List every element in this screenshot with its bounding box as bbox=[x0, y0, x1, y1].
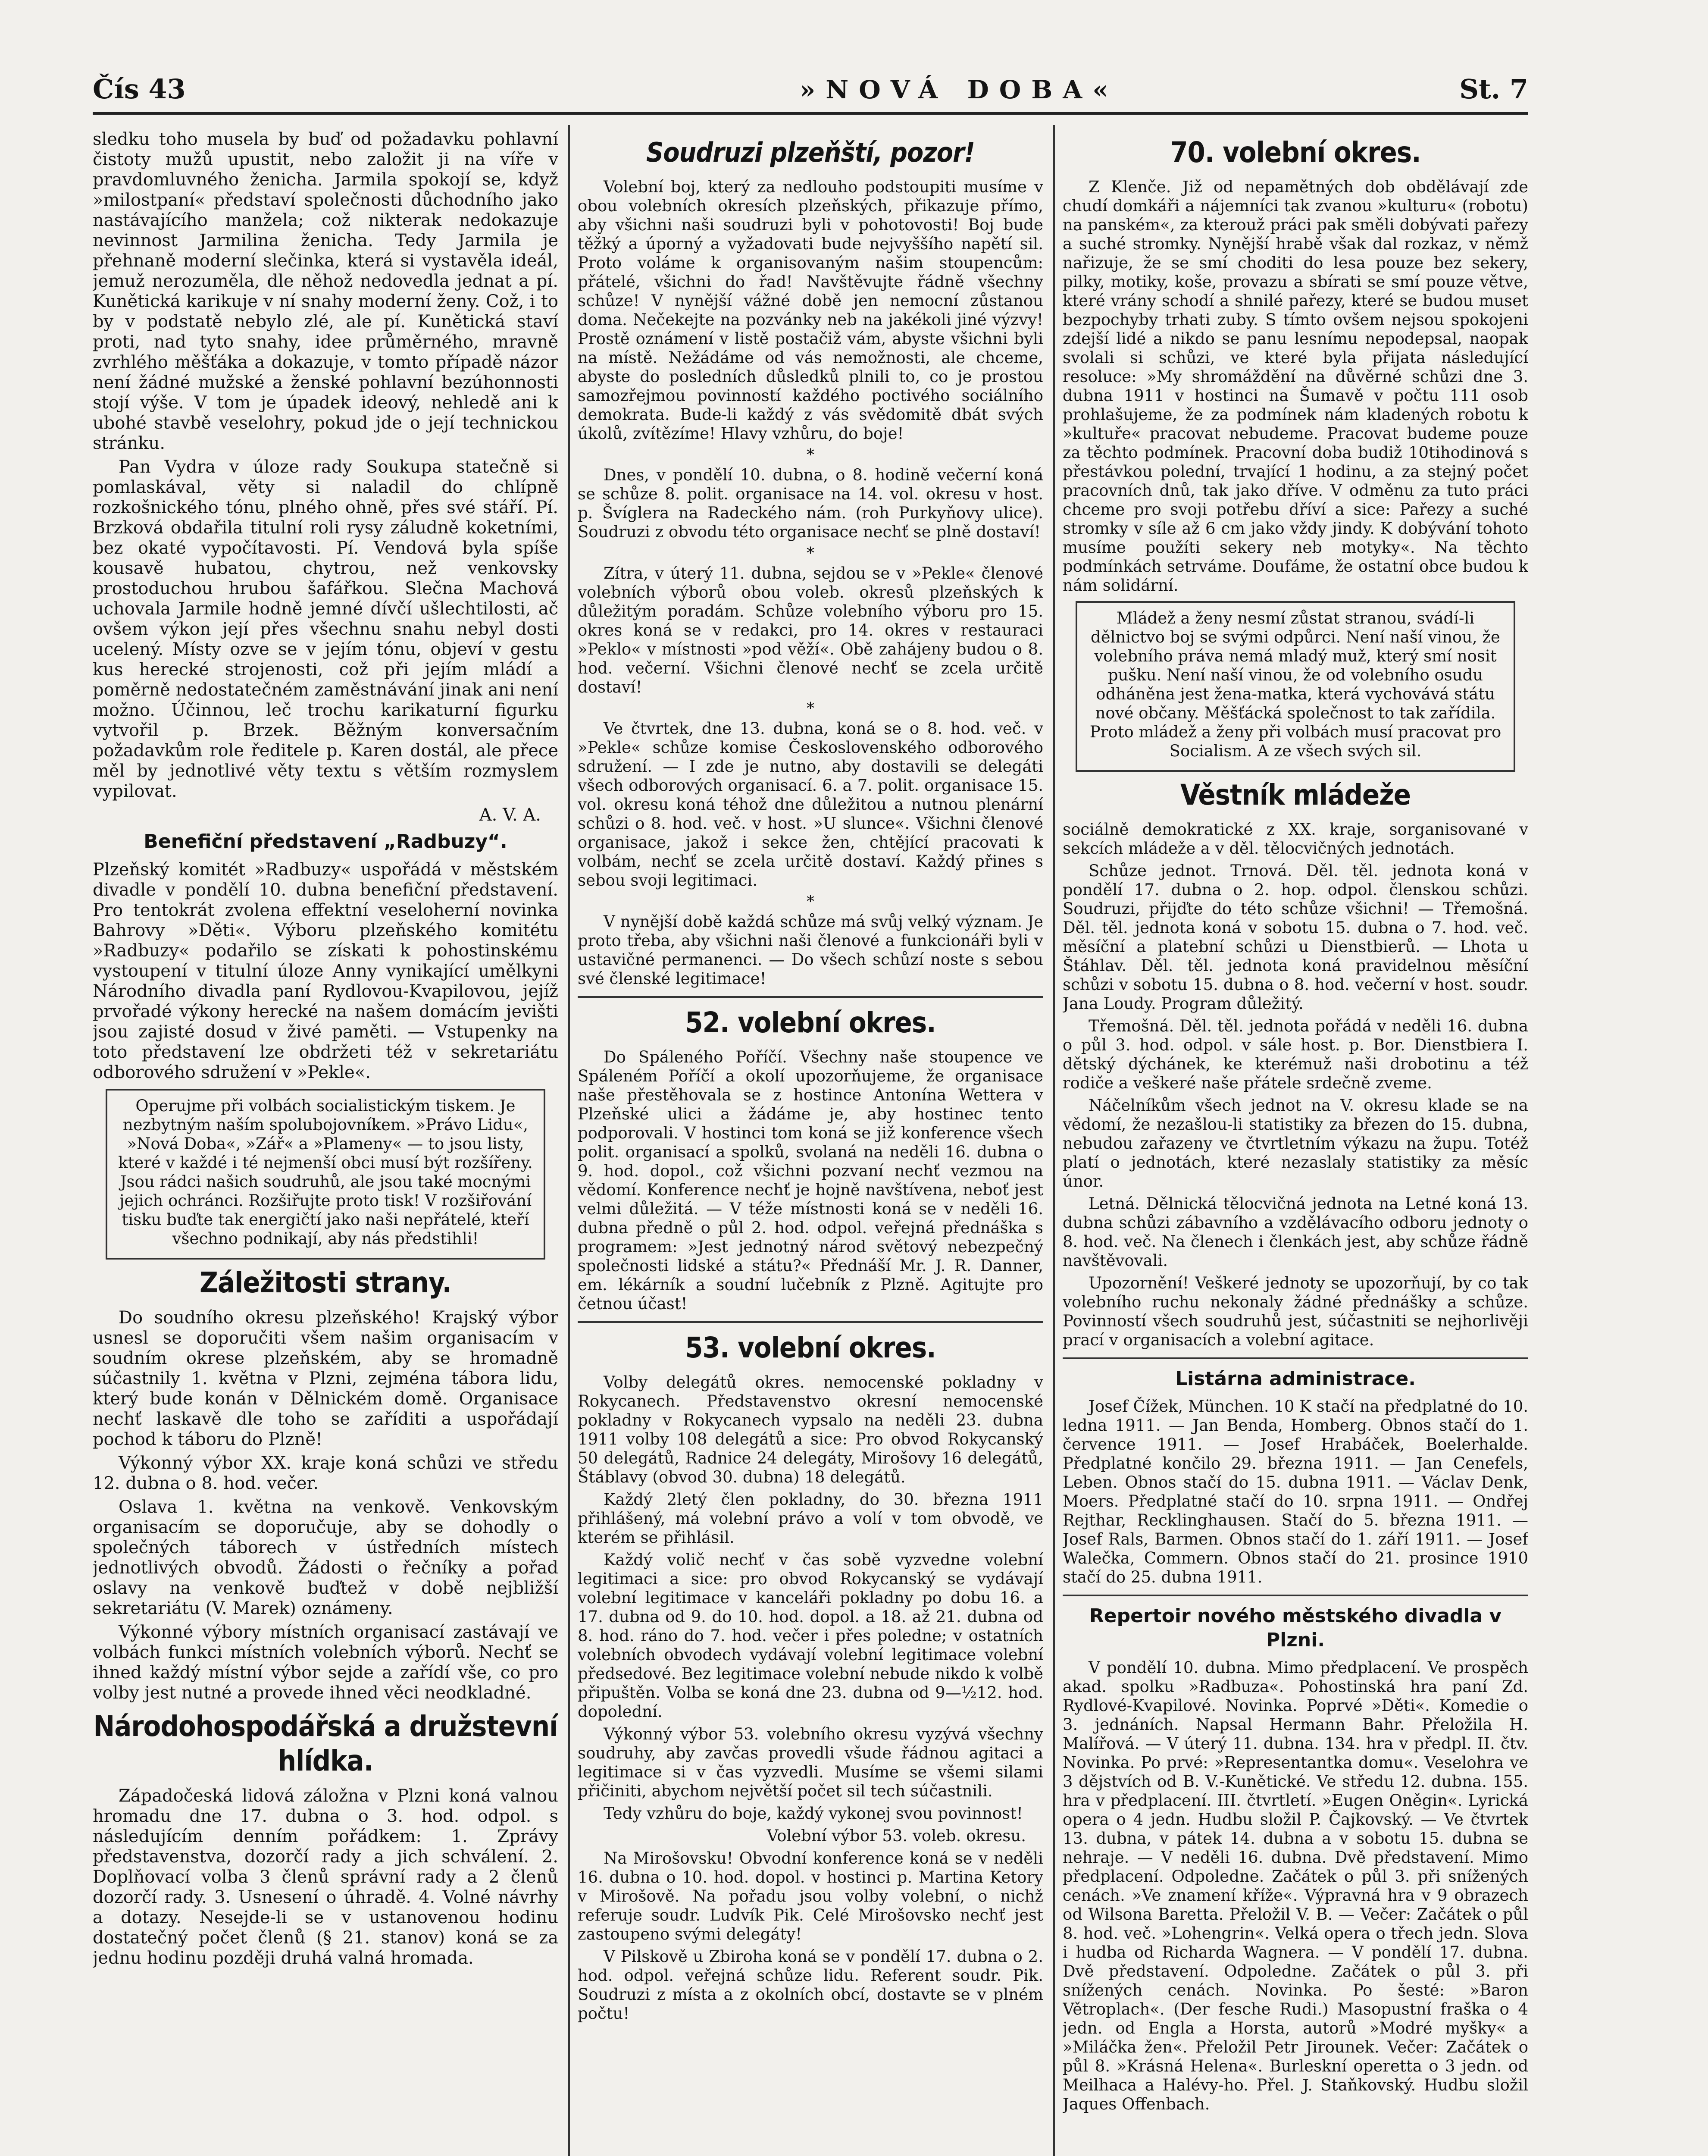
separator-star: * bbox=[807, 545, 814, 562]
article-paragraph: Každý volič nechť v čas sobě vyzvedne volební legitimaci a sice: pro obvod Rokycanský se vydávají volební legitimace v kanceláři pokladny po dobu 16. a 17. dubna od 9. do 10. hod. dopol. a 18. až 21. dubna od 8. hod. ráno do 7. hod. večer i přes poledne; v ostatních volebních obvodech vydávají volební legitimace volební předsedové. Bez legitimace volební nebude nikdo k volbě připuštěn. Volba se koná dne 23. dubna od 9—½12. hod. dopolední. bbox=[578, 1551, 1043, 1721]
article-paragraph: Letná. Dělnická tělocvičná jednota na Letné koná 13. dubna schůzi zábavního a vzdělávacího odboru jednoty o 8. hod. več. Na členech i členkách jest, aby schůze řádně navštěvovali. bbox=[1063, 1194, 1528, 1270]
article-paragraph: Výkonné výbory místních organisací zastávají ve volbách funkci místních volebních výborů. Nechť se ihned každý místní výbor sejde a zařídí vše, co pro volby jest nutné a provede ihned věci neodkladné. bbox=[93, 1622, 558, 1703]
article-paragraph: Pan Vydra v úloze rady Soukupa statečně si pomlaskával, věty si naladil do chlípně rozkošnického tónu, plného ohně, přes své stáří. Pí. Brzková obdařila titulní roli rysy záludně koketními, bez okaté vypočítavosti. Pí. Vendová byla spíše kousavě hubatou, chytrou, než venkovsky prostoduchou hrubou šafářkou. Slečna Machová uchovala Jarmile hodně jemné dívčí ušlechtilosti, ač ovšem výkon její přes všechnu snahu nebyl dosti ucelený. Místy ozve se v jejím tónu, objeví v gestu kus herecké strojenosti, což při jejím mládí a poměrně nedostatečném zaměstnávání jinak ani není možno. Účinnou, leč trochu karikaturní figurku vytvořil p. Brzek. Běžným konversačním požadavkům role ředitele p. Karen dostál, ale přece měl by jednotlivé věty textu s větším rozmyslem vypilovat. bbox=[93, 457, 558, 801]
section-rule bbox=[1063, 1357, 1528, 1359]
separator-star: * bbox=[807, 700, 814, 718]
article-paragraph: Volební boj, který za nedlouho podstoupiti musíme v obou volebních okresích plzeňských, přikazuje přímo, aby všichni naši soudruzi byli v pohotovosti! Boj bude těžký a úporný a vyžadovati bude nejvyššího napětí sil. Proto voláme k organisovaným našim stoupencům: přátelé, všichni do řad! Navštěvujte řádně všechny schůze! V nynější vážné době jen nemocní zůstanou doma. Nečekejte na pozvánky neb na jakékoli jiné výzvy! Prostě oznámení v listě postačiž vám, abyste všichni byli na místě. Nežádáme od vás nemožnosti, ale chceme, abyste do posledních důsledků plnili to, co je prostou samozřejmou povinností každého poctivého sociálního demokrata. Bude-li každý z vás svědomitě dbát svých úkolů, zvítězíme! Hlavy vzhůru, do boje! bbox=[578, 178, 1043, 443]
section-heading: 52. volební okres. bbox=[685, 1006, 936, 1039]
article-signature: Volební výbor 53. voleb. okresu. bbox=[766, 1827, 1026, 1845]
article-paragraph: Do Spáleného Poříčí. Všechny naše stoupence ve Spáleném Poříčí a okolí upozorňujeme, že organisace naše přestěhovala se z hostince Antonína Wettera v Plzeňské ulici a žádáme je, aby hostinec tento podporovali. V hostinci tom koná se již konference všech polit. organisací a spolků, svolaná na neděli 16. dubna o 9. hod. dopol., což všichni pozvaní nechť vezmou na vědomí. Konference nechť je hojně navštívena, neboť jest velmi důležitá. — V téže místnosti koná se v neděli 16. dubna předně o půl 2. hod. odpol. veřejná přednáška s programem: »Jest jednotný národ světový nebezpečný společnosti lidské a státu?« Přednáší Mr. J. R. Danner, em. lékárník a soudní lučebník z Plzně. Agitujte pro četnou účast! bbox=[578, 1048, 1043, 1313]
section-rule bbox=[1063, 1595, 1528, 1596]
section-heading: 53. volební okres. bbox=[685, 1331, 936, 1364]
section-heading: Záležitosti strany. bbox=[199, 1266, 452, 1299]
article-paragraph: Ve čtvrtek, dne 13. dubna, koná se o 8. hod. več. v »Pekle« schůze komise Československého odborového sdružení. — I zde je nutno, aby dostavili se delegáti všech odborových organisací. 6. a 7. polit. organisace 15. vol. okresu koná téhož dne důležitou a nutnou plenární schůzi o 8. hod. več. v host. »U slunce«. Všichni členové organisace, jakož i sekce žen, chtějící pracovati k volbám, nechť se zcela určitě dostaví. Každý přines s sebou svoji legitimaci. bbox=[578, 719, 1043, 890]
column-1 bbox=[93, 129, 558, 2156]
article-paragraph: V Pilskově u Zbiroha koná se v pondělí 17. dubna o 2. hod. odpol. veřejná schůze lidu. Referent soudr. Pik. Soudruzi z místa a z okolních obcí, dostavte se v plném počtu! bbox=[578, 1947, 1043, 2023]
separator-star: * bbox=[807, 893, 814, 911]
notice-box bbox=[1076, 601, 1515, 772]
article-paragraph: Každý 2letý člen pokladny, do 30. března 1911 přihlášený, má volební právo a volí v tom obvodě, ve kterém se přihlásil. bbox=[578, 1490, 1043, 1547]
section-heading: Národohospodářská a družstevní hlídka. bbox=[93, 1710, 558, 1777]
section-rule bbox=[578, 1321, 1043, 1323]
benefice-heading: Benefiční představení „Radbuzy“. bbox=[144, 830, 507, 852]
article-paragraph: Do soudního okresu plzeňského! Krajský výbor usnesl se doporučiti všem našim organisacím v soudním okrese plzeňském, aby se hromadně súčastnily 1. května v Plzni, zejména tábora lidu, který bude konán v Dělnickém domě. Organisace nechť laskavě dle toho se zaříditi a uspořádají pochod k táboru do Plzně! bbox=[93, 1308, 558, 1449]
article-paragraph: Výkonný výbor 53. volebního okresu vyzývá všechny soudruhy, aby zavčas provedli všude řádnou agitaci a legitimace si v čas vyzvedli. Musíme se všemi silami přičiniti, abychom největší počet sil tech súčastnili. bbox=[578, 1725, 1043, 1800]
article-paragraph: Volby delegátů okres. nemocenské pokladny v Rokycanech. Představenstvo okresní nemocenské pokladny v Rokycanech vypsalo na neděli 23. dubna 1911 volby 108 delegátů a sice: Pro obvod Rokycanský 50 delegátů, Radnice 24 delegáty, Mirošovy 16 delegátů, Štáblavy (obvod 30. dubna) 18 delegátů. bbox=[578, 1373, 1043, 1486]
notice-text: Operujme při volbách socialistickým tiskem. Je nezbytným naším spolubojovníkem. »Právo Lidu«, »Nová Doba«, »Zář« a »Plameny« — to jsou listy, které v každé i té nejmenší obci musí být rozšířeny. Jsou rádci našich soudruhů, ale jsou také mocnými jejich ochránci. Rozšiřujte proto tisk! V rozšiřování tisku buďte tak energičtí jako naši nepřátelé, kteří všechno podnikají, aby nás předstihli! bbox=[118, 1097, 533, 1248]
section-heading: Repertoir nového městského divadla v Plzni. bbox=[1089, 1605, 1502, 1651]
separator-star: * bbox=[807, 446, 814, 464]
article-paragraph: Dnes, v pondělí 10. dubna, o 8. hodině večerní koná se schůze 8. polit. organisace na 14. vol. okresu v host. p. Švíglera na Radeckého nám. (roh Purkyňovy ulice). Soudruzi z obvodu této organisace nechť se plně dostaví! bbox=[578, 466, 1043, 541]
column-2 bbox=[578, 129, 1043, 2156]
masthead-title: »NOVÁ DOBA« bbox=[800, 75, 1119, 104]
section-rule bbox=[578, 996, 1043, 998]
article-paragraph: sledku toho musela by buď od požadavku pohlavní čistoty mužů upustit, nebo založit ji na víře v pravdomluvného ženicha. Jarmila spokojí se, když »milostpaní« představí společnosti důchodního jako nastávajícího manžela; což nikterak nedokazuje nevinnost Jarmilina ženicha. Tedy Jarmila je přehnaně moderní slečinka, která si vystavěla ideál, jemuž nerozuměla, dle něhož nedovedla jednat a pí. Kunětická karikuje v ní snahy moderní ženy. Což, i to by v podstatě nebylo zlé, ale pí. Kunětická staví proti, nad tyto snahy, idee průměrného, mravně zvrhlého měšťáka a dokazuje, v tomto případě názor není žádné mužské a ženské pohlavní bezúhonnosti stojí výše. V tom je úpadek ideový, nehledě ani k ubohé stavbě veselohry, pokud jde o její technickou stránku. bbox=[93, 129, 558, 453]
column-divider bbox=[1053, 125, 1055, 2156]
section-subline: sociálně demokratické z XX. kraje, sorganisované v sekcích mládeže a v děl. tělocvičných jednotách. bbox=[1063, 820, 1528, 858]
article-paragraph: V pondělí 10. dubna. Mimo předplacení. Ve prospěch akad. spolku »Radbuza«. Pohostinská hra paní Zd. Rydlové-Kvapilové. Novinka. Poprvé »Děti«. Komedie o 3. jednáních. Napsal Hermann Bahr. Přeložila H. Malířová. — V úterý 11. dubna. 134. hra v předpl. II. čtv. Novinka. Po prvé: »Representantka domu«. Veselohra ve 3 dějstvích od B. V.-Kunětické. Ve středu 12. dubna. 155. hra v předplacení. III. čtvrtletí. »Eugen Oněgin«. Lyrická opera o 4 jedn. Hudbu složil P. Čajkovský. — Ve čtvrtek 13. dubna, v pátek 14. dubna a v sobotu 15. dubna se nehraje. — V neděli 16. dubna. Dvě představení. Mimo předplacení. Odpoledne. Začátek o půl 3. při snížených cenách. »Ve znamení kříže«. Výpravná hra v 9 obrazech od Wilsona Baretta. Přeložil V. B. — Večer: Začátek o půl 8. hod. več. »Lohengrin«. Velká opera o třech jedn. Slova i hudba od Richarda Wagnera. — V pondělí 17. dubna. Dvě představení. Odpoledne. Začátek o půl 3. při snížených cenách. Novinka. Po šesté: »Baron Větroplach«. (Der fesche Rudi.) Masopustní fraška o 4 jedn. od Engla a Horsta, autorů »Modré myšky« a »Miláčka žen«. Přeložil Petr Jirounek. Večer: Začátek o půl 8. »Krásná Helena«. Burleskní operetta o 3 jedn. od Meilhaca a Halévy-ho. Přel. J. Staňkovský. Hudbu složil Jaques Offenbach. bbox=[1063, 1658, 1528, 2113]
section-heading: Soudruzi plzeňští, pozor! bbox=[646, 137, 975, 168]
article-paragraph: Josef Čížek, München. 10 K stačí na předplatné do 10. ledna 1911. — Jan Benda, Homberg. Obnos stačí do 1. července 1911. — Josef Hrabáček, Boelerhalde. Předplatné končilo 29. března 1911. — Jan Cenefels, Leben. Obnos stačí do 15. dubna 1911. — Václav Denk, Moers. Předplatné stačí do 10. srpna 1911. — Ondřej Rejthar, Recklinghausen. Stačí do 5. března 1911. — Josef Rals, Barmen. Obnos stačí do 1. září 1911. — Josef Walečka, Commern. Obnos stačí do 21. prosince 1910 stačí do 25. dubna 1911. bbox=[1063, 1397, 1528, 1586]
article-paragraph: V nynější době každá schůze má svůj velký význam. Je proto třeba, aby všichni naši členové a funkcionáři byli v ustavičné permanenci. — Do všech schůzí noste s sebou své členské legitimace! bbox=[578, 912, 1043, 988]
article-paragraph: Schůze jednot. Trnová. Děl. těl. jednota koná v pondělí 17. dubna o 2. hop. odpol. členskou schůzi. Soudruzi, přijďte do této schůze všichni! — Třemošná. Děl. těl. jednota koná v sobotu 15. dubna o 7. hod. več. měsíční a platební schůzi u Dienstbierů. — Lhota u Štáhlav. Děl. těl. jednota koná pravidelnou měsíční schůzi v sobotu 15. dubna o 8. hod. večerní v host. soudr. Jana Loudy. Program důležitý. bbox=[1063, 862, 1528, 1013]
article-paragraph: Oslava 1. května na venkově. Venkovským organisacím se doporučuje, aby se dohodly o společných táborech v ústředních místech jednotlivých obvodů. Žádosti o řečníky a pořad oslavy na venkově buďtež v době nejbližší sekretariátu (V. Marek) oznámeny. bbox=[93, 1497, 558, 1618]
article-paragraph: Na Mirošovsku! Obvodní konference koná se v neděli 16. dubna o 10. hod. dopol. v hostinci p. Martina Ketory v Mirošově. Na pořadu jsou volby volební, o nichž referuje soudr. Ludvík Pik. Celé Mirošovsko nechť jest zastoupeno svými delegáty! bbox=[578, 1849, 1043, 1943]
article-paragraph: Plzeňský komitét »Radbuzy« uspořádá v městském divadle v pondělí 10. dubna benefiční představení. Pro tentokrát zvolena effektní veseloherní novinka Bahrovy »Děti«. Výboru plzeňského komitétu »Radbuzy« podařilo se získati k pohostinskému vystoupení v titulní úloze Anny vynikající umělkyni Národního divadla paní Rydlovou-Kvapilovou, jejíž prvořadé výkony herecké na našem domácím jevišti jsou zajisté dosud v živé paměti. — Vstupenky na toto představení lze obdržeti též v sekretariátu odborového sdružení v »Pekle«. bbox=[93, 860, 558, 1082]
article-paragraph: Výkonný výbor XX. kraje koná schůzi ve středu 12. dubna o 8. hod. večer. bbox=[93, 1453, 558, 1493]
column-3 bbox=[1063, 129, 1528, 2156]
page-date: St. 7 bbox=[1459, 73, 1528, 105]
notice-box bbox=[106, 1089, 545, 1260]
article-paragraph: Západočeská lidová záložna v Plzni koná valnou hromadu dne 17. dubna o 3. hod. odpol. s následujícím denním pořádkem: 1. Zprávy představenstva, dozorčí rady a jich schválení. 2. Doplňovací volba 3 členů správní rady a 2 členů dozorčí rady. 3. Usnesení o úhradě. 4. Volné návrhy a dotazy. Nesejde-li se v ustanovenou hodinu dostatečný počet členů (§ 21. stanov) koná se za jednu hodinu později druhá valná hromada. bbox=[93, 1786, 558, 1968]
section-heading: Listárna administrace. bbox=[1175, 1368, 1416, 1390]
section-heading: Věstník mládeže bbox=[1180, 778, 1411, 812]
article-paragraph: Zítra, v úterý 11. dubna, sejdou se v »Pekle« členové volebních výborů obou voleb. okresů plzeňských k důležitým poradám. Schůze volebního výboru pro 15. okres koná se v redakci, pro 14. okres v restauraci »Peklo« v místnosti »pod věží«. Obě zahájeny budou o 8. hod. večerní. Všichni členové nechť se zcela určitě dostaví! bbox=[578, 564, 1043, 696]
article-paragraph: Upozornění! Veškeré jednoty se upozorňují, by co tak volebního ruchu nekonaly žádné přednášky a schůze. Povinností všech soudruhů jest, súčastniti se nejhorlivěji prací v organisacích a volební agitace. bbox=[1063, 1274, 1528, 1349]
section-heading: 70. volební okres. bbox=[1170, 136, 1421, 169]
article-paragraph: Náčelníkům všech jednot na V. okresu klade se na vědomí, že nezašlou-li statistiky za březen do 15. dubna, nebudou zařazeny ve čtvrtletním výkazu na župu. Totéž platí o jednotách, které nezaslaly statistiky za měsíc únor. bbox=[1063, 1096, 1528, 1191]
article-paragraph: Z Klenče. Již od nepamětných dob obdělávají zde chudí domkáři a nájemníci tak zvanou »kulturu« (robotu) na panském«, za kterouž práci pak směli dobývati pařezy a suché stromky. Nynější hrabě však dal rozkaz, v němž nařizuje, že se smí choditi do lesa pouze bez sekery, pilky, motiky, koše, provazu a sbírati se smí pouze větve, které vrány schodí a shnilé pařezy, které se budou muset bezpochyby trhati zuby. S tímto ovšem nejsou spokojeni zdejší lidé a nikdo se panu lesnímu nepodepsal, naopak svolali si schůzi, ve které byla přijata následující resoluce: »My shromáždění na důvěrné schůzi dne 3. dubna 1911 v hostinci na Šumavě v počtu 111 osob prohlašujeme, že za podmínek nám kladených robotu k »kultuře« pracovat nebudeme. Pracovat budeme pouze za těchto podmínek. Pracovní doba budiž 10tihodinová s přestávkou polední, trvající 1 hodinu, a za stejný počet pracovních dnů, tak jako dříve. V odměnu za tuto práci chceme pro svoji potřebu dříví a sice: Pařezy a suché stromky v síle až 6 cm jako vždy jindy. K dobývání tohoto musíme použíti sekery neb motyky«. Na těchto podmínkách setrváme. Doufáme, že ostatní obce budou k nám solidární. bbox=[1063, 178, 1528, 595]
article-signature: A. V. A. bbox=[479, 805, 541, 825]
notice-text: Mládež a ženy nesmí zůstat stranou, svádí-li dělnictvo boj se svými odpůrci. Není naší vinou, že volebního práva nemá mladý muž, který smí nosit pušku. Není naší vinou, že od volebního osudu odháněna jest žena-matka, která vychovává státu nové občany. Měšťácká společnost to tak zařídila. Proto mládež a ženy při volbách musí pracovat pro Socialism. A ze všech svých sil. bbox=[1089, 609, 1502, 760]
page-header bbox=[93, 65, 1528, 115]
column-divider bbox=[568, 125, 570, 2156]
article-paragraph: Třemošná. Děl. těl. jednota pořádá v neděli 16. dubna o půl 3. hod. odpol. v sále host. p. Bor. Dienstbiera I. dětský dýchánek, ke kterémuž naši drobotinu a též rodiče a veškeré naše přátele srdečně zveme. bbox=[1063, 1017, 1528, 1092]
page-number: Čís 43 bbox=[93, 73, 186, 105]
article-paragraph: Tedy vzhůru do boje, každý vykonej svou povinnost! bbox=[604, 1804, 1023, 1823]
